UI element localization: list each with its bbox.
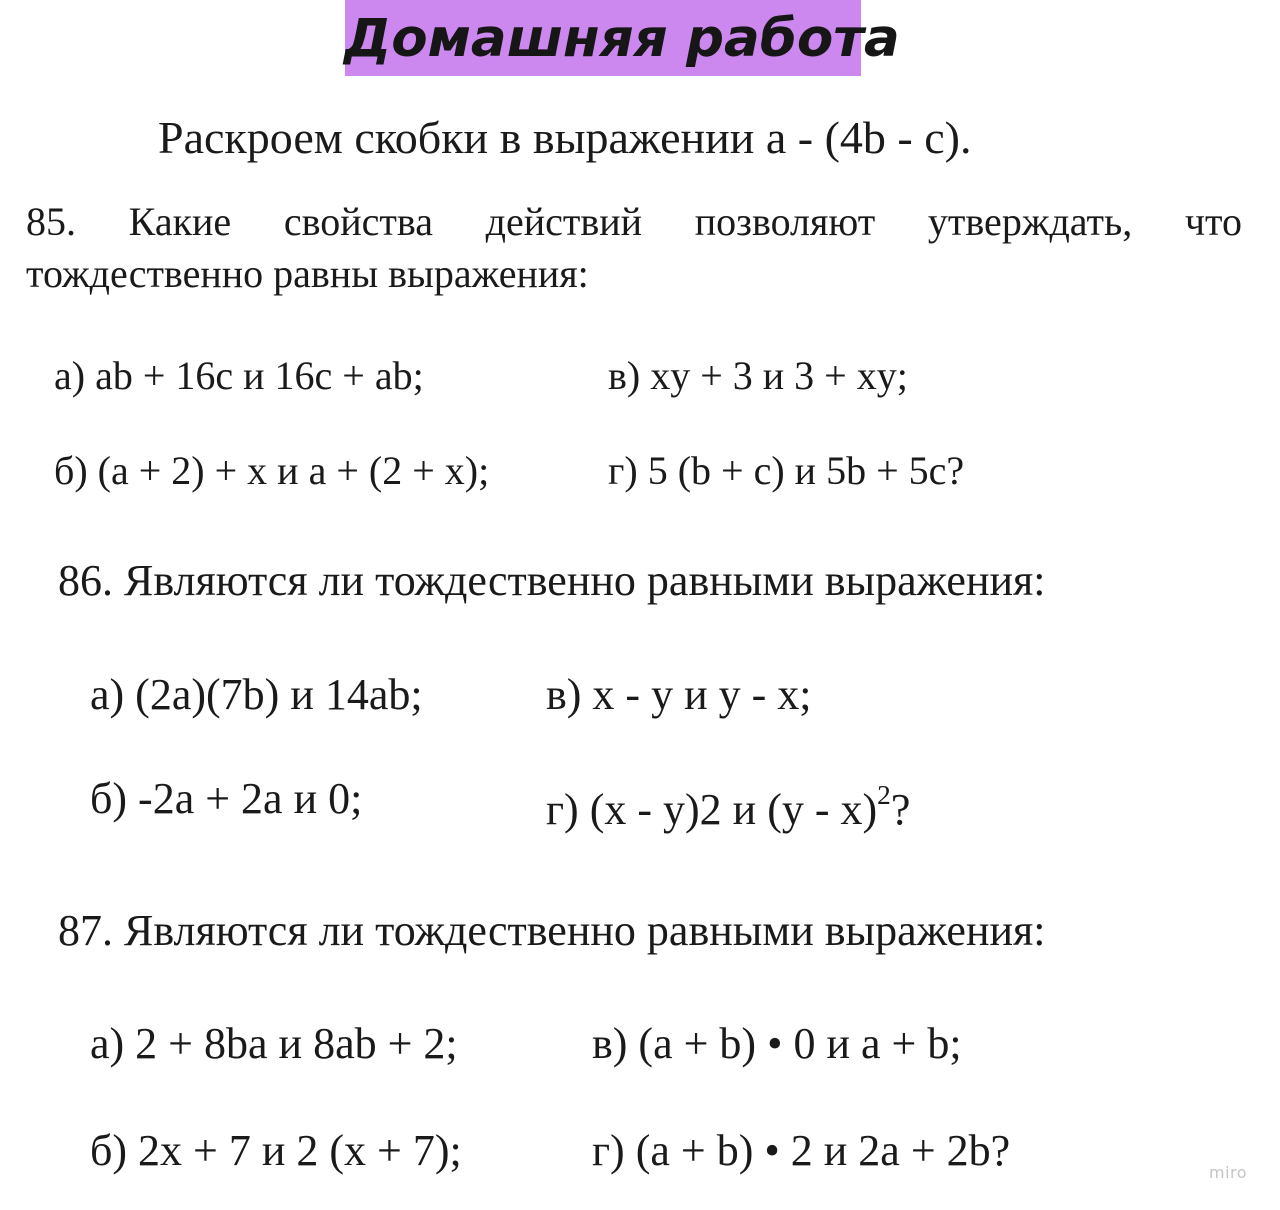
exercise-85-question-line-2: тождественно равны выражения: [26, 251, 589, 296]
exercise-85-item-g: г) 5 (b + c) и 5b + 5c? [608, 448, 965, 493]
page-heading: Домашняя работа [344, 8, 900, 69]
intro-text: Раскроем скобки в выражении а - (4b - с). [158, 112, 972, 163]
exercise-86-title: 86. Являются ли тождественно равными выражения: [58, 556, 1046, 605]
exercise-87-item-a: а) 2 + 8ba и 8ab + 2; [90, 1019, 458, 1068]
exercise-85-question-line-1: 85. Какие свойства действий позволяют утверждать, что [26, 199, 1242, 244]
exercise-86-item-v: в) x - y и y - x; [546, 670, 812, 719]
exercise-86-item-g-exponent: 2 [877, 780, 891, 811]
exercise-86-item-g-base: г) (x - y)2 и (y - x) [546, 785, 878, 834]
exercise-86-item-b: б) -2a + 2a и 0; [90, 774, 363, 823]
exercise-85-item-b: б) (a + 2) + x и a + (2 + x); [54, 448, 490, 493]
exercise-87-item-b: б) 2x + 7 и 2 (x + 7); [90, 1126, 462, 1175]
exercise-87-title: 87. Являются ли тождественно равными выражения: [58, 906, 1046, 955]
exercise-87-item-g: г) (a + b) • 2 и 2a + 2b? [592, 1126, 1011, 1175]
exercise-85-item-a: а) ab + 16c и 16c + ab; [54, 353, 424, 398]
exercise-86-item-g-end: ? [890, 785, 911, 834]
exercise-85-item-v: в) xy + 3 и 3 + xy; [608, 353, 908, 398]
exercise-86-item-a: а) (2a)(7b) и 14ab; [90, 670, 423, 719]
exercise-86-item-g [546, 781, 910, 839]
exercise-87-item-v: в) (a + b) • 0 и a + b; [592, 1019, 962, 1068]
miro-watermark: miro [1209, 1163, 1248, 1182]
